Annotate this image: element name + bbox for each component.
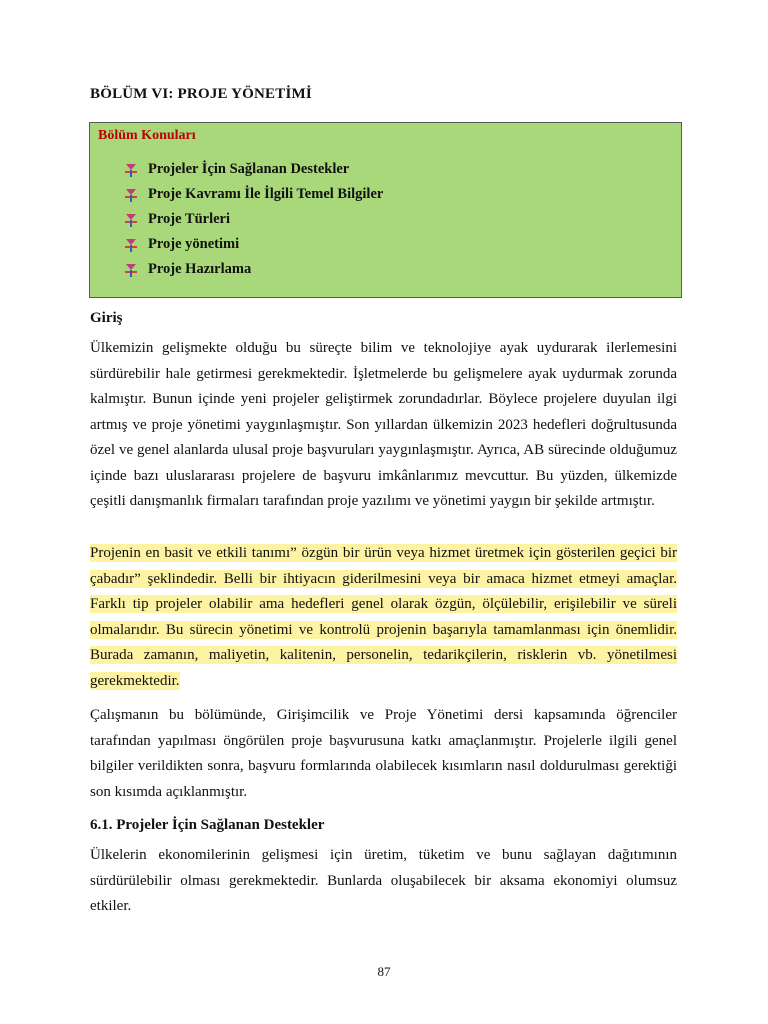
chapter-title: BÖLÜM VI: PROJE YÖNETİMİ: [90, 86, 312, 102]
topic-list: [123, 157, 383, 282]
scope-paragraph: Çalışmanın bu bölümünde, Girişimcilik ve Proje Yönetimi dersi kapsamında öğrenciler tarafından yapılması öngörülen proje başvurusuna katkı amaçlanmıştır. Projelerle ilgili genel bilgiler verildikten sonra, başvuru formlarında olabilecek kısımların nasıl doldurulması gerektiği son kısımda açıklanmıştır.: [90, 707, 677, 800]
pushpin-icon: [123, 212, 139, 228]
topic-item: [123, 207, 383, 232]
section-heading: 6.1. Projeler İçin Sağlanan Destekler: [90, 817, 325, 833]
topic-item: [123, 232, 383, 257]
intro-heading: Giriş: [90, 310, 123, 326]
pushpin-icon: [123, 162, 139, 178]
topic-label: Proje Kavramı İle İlgili Temel Bilgiler: [148, 186, 384, 202]
section-paragraph: Ülkelerin ekonomilerinin gelişmesi için üretim, tüketim ve bunu sağlayan dağıtımının sürdürülebilir olması gerekmektedir. Bunlarda oluşabilecek bir aksama ekonomiyi olumsuz etkiler.: [90, 847, 677, 914]
topic-label: Proje Hazırlama: [148, 261, 252, 277]
pushpin-icon: [123, 237, 139, 253]
topics-heading: Bölüm Konuları: [98, 128, 196, 143]
highlighted-text: Projenin en basit ve etkili tanımı” özgün bir ürün veya hizmet üretmek için gösterilen geçici bir çabadır” şeklindedir. Belli bir ihtiyacın giderilmesini veya bir amaca hizmet etmeyi amaçlar. Farklı tip projeler olabilir ama hedefleri genel olarak özgün, ölçülebilir, erişilebilir ve süreli olmalarıdır. Bu sürecin yönetimi ve kontrolü projenin başarıyla tamamlanması için önemlidir. Burada zamanın, maliyetin, kalitenin, personelin, tedarikçilerin, risklerin vb. yönetilmesi gerekmektedir.: [90, 545, 677, 689]
topic-item: [123, 182, 383, 207]
definition-paragraph: [90, 541, 677, 694]
intro-paragraph: Ülkemizin gelişmekte olduğu bu süreçte bilim ve teknolojiye ayak uydurarak ilerlemesini sürdürebilir hale getirmesi gerekmektedir. İşletmelerde bu gelişmelere ayak uydurmak zorunda kalmıştır. Bunun içinde yeni projeler geliştirmek zorundadırlar. Böylece projelere duyulan ilgi artmış ve proje yönetimi yaygınlaşmıştır. Son yıllardan ülkemizin 2023 hedefleri doğrultusunda özel ve genel alanlarda ulusal proje başvuruları yaygınlaşmıştır. Ayrıca, AB sürecinde olduğumuz içinde bazı uluslararası projelere de başvuru imkânlarımız mevcuttur. Bu yüzden, ülkemizde çeşitli danışmanlık firmaları tarafından proje yazılımı ve yönetimi yaygın bir şekilde artmıştır.: [90, 340, 677, 509]
topic-label: Proje yönetimi: [148, 236, 240, 252]
page-number: 87: [377, 964, 391, 979]
topic-label: Proje Türleri: [148, 211, 231, 227]
pushpin-icon: [123, 187, 139, 203]
chapter-topics-box: [89, 122, 682, 298]
pushpin-icon: [123, 262, 139, 278]
topic-label: Projeler İçin Sağlanan Destekler: [148, 161, 350, 177]
topic-item: [123, 257, 383, 282]
topic-item: [123, 157, 383, 182]
